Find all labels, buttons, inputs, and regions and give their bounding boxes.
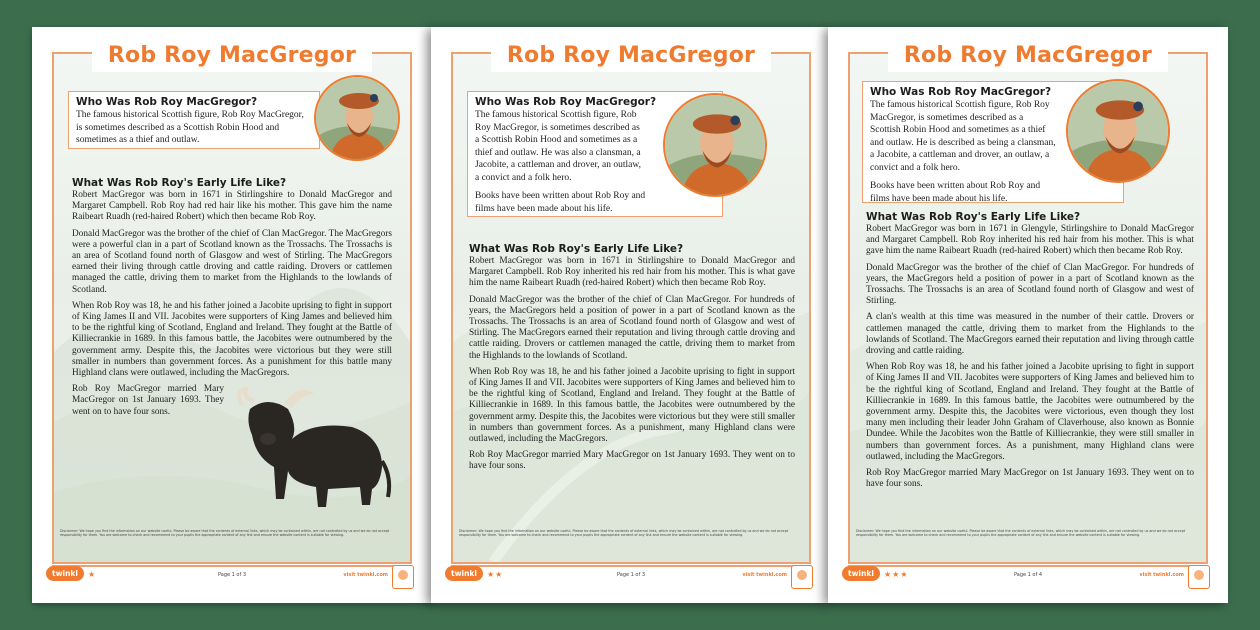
- disclaimer: Disclaimer: We hope you find the information on our website useful. Please be aware that the contents of external links, which may be contained within, are not controlled by us and we do not accept responsibility for them. You are welcome to check and recommend to your pupils the appropriate content of any link and ensure the website content is suitable for viewing.: [459, 528, 789, 537]
- early-life-section: [72, 177, 392, 423]
- body-paragraph: Robert MacGregor was born in 1671 in Glengyle, Stirlingshire to Donald MacGregor and Margaret Campbell. Rob Roy inherited his red hair from his mother. This is what gave him the name Raibeart Ruadh (red-haired Robert) which then became Rob Roy.: [866, 224, 1194, 257]
- difficulty-stars: ★★: [487, 570, 504, 579]
- early-life-heading: What Was Rob Roy's Early Life Like?: [866, 211, 1081, 223]
- intro-box: [68, 91, 320, 149]
- difficulty-stars: ★: [88, 570, 97, 579]
- disclaimer: Disclaimer: We hope you find the information on our website useful. Please be aware that the contents of external links, which may be contained within, are not controlled by us and we do not accept responsibility for them. You are welcome to check and recommend to your pupils the appropriate content of any link and ensure the website content is suitable for viewing.: [60, 528, 390, 537]
- rob-roy-portrait: [314, 75, 400, 161]
- quality-badge-icon: [1188, 565, 1210, 589]
- body-paragraph: Donald MacGregor was the brother of the chief of Clan MacGregor. For hundreds of years, the MacGregors held a position of power in a part of Scotland known as the Trossachs. The Trossachs is an area of Scotland found north of Glasgow and west of Stirling. The MacGregors earned their reputation and living through cattle droving and cattle raiding. Drovers or cattlemen managed the cattle, driving them to market from the Highlands to the lowlands of Scotland.: [469, 294, 795, 361]
- worksheet-page-3: [828, 27, 1228, 603]
- highland-cow-illustration: [232, 387, 396, 515]
- intro-heading: Who Was Rob Roy MacGregor?: [475, 96, 657, 108]
- site-link[interactable]: visit twinkl.com: [1139, 572, 1184, 578]
- worksheet-page-1: [32, 27, 432, 603]
- page-title: Rob Roy MacGregor: [888, 41, 1168, 72]
- body-paragraph: Rob Roy MacGregor married Mary MacGregor on 1st January 1693. They went on to have four sons.: [72, 384, 224, 417]
- site-link[interactable]: visit twinkl.com: [742, 572, 787, 578]
- body-paragraph: When Rob Roy was 18, he and his father joined a Jacobite uprising to fight in support of King James II and VII. Jacobites were supporters of King James and believed him to be the rightful king of Scotland, England and Ireland. They fought at the Battle of Killiecrankie in 1689. In this famous battle, the Jacobites were outnumbered by the government army. Despite this, the Jacobites were victorious, even though they lost many men including their leader John Graham of Claverhouse, also known as Bonnie Dundee. While the Jacobites won the Battle of Killiecrankie, they were still smaller in numbers than government forces. As a punishment, many Highland clans were outlawed, including the MacGregors.: [866, 362, 1194, 462]
- rob-roy-portrait: [1066, 79, 1170, 183]
- twinkl-logo: twinkl: [842, 566, 880, 581]
- twinkl-logo: twinkl: [445, 566, 483, 581]
- body-paragraph: Donald MacGregor was the brother of the chief of Clan MacGregor. For hundreds of years, the MacGregors held a position of power in a part of Scotland known as the Trossachs. The Trossachs is an area of Scotland found north of Glasgow and west of Stirling.: [866, 262, 1194, 307]
- difficulty-stars: ★★★: [884, 570, 909, 579]
- twinkl-logo: twinkl: [46, 566, 84, 581]
- intro-paragraph: The famous historical Scottish figure, Rob Roy MacGregor, is sometimes described as a Scottish Robin Hood and sometimes as a thief and outlaw. He was also a clansman, a Jacobite, a cattleman and drover, an outlaw, a convict and a folk hero.: [475, 110, 641, 183]
- page-number: Page 1 of 3: [616, 572, 646, 578]
- early-life-heading: What Was Rob Roy's Early Life Like?: [469, 243, 684, 255]
- quality-badge-icon: [392, 565, 414, 589]
- page-number: Page 1 of 3: [217, 572, 247, 578]
- body-paragraph: Donald MacGregor was the brother of the chief of Clan MacGregor. The MacGregors were a powerful clan in a part of Scotland known as the Trossachs. The Trossachs is an area of Scotland found north of Glasgow and west of Stirling. The MacGregors earned their living through cattle droving and cattle raiding. Drovers or cattlemen managed the cattle, driving them to market from the Highlands to the lowlands of Scotland.: [72, 228, 392, 295]
- footer-rule: [848, 565, 1208, 567]
- body-paragraph: Rob Roy MacGregor married Mary MacGregor on 1st January 1693. They went on to have four sons.: [469, 450, 795, 472]
- early-life-heading: What Was Rob Roy's Early Life Like?: [72, 177, 287, 189]
- rob-roy-portrait: [663, 93, 767, 197]
- worksheet-page-2: [431, 27, 831, 603]
- intro-heading: Who Was Rob Roy MacGregor?: [870, 86, 1052, 98]
- intro-paragraph: The famous historical Scottish figure, Rob Roy MacGregor, is sometimes described as a Scottish Robin Hood and sometimes as a thief and outlaw.: [76, 110, 304, 145]
- page-title: Rob Roy MacGregor: [92, 41, 372, 72]
- body-paragraph: Rob Roy MacGregor married Mary MacGregor on 1st January 1693. They went on to have four sons.: [866, 468, 1194, 490]
- intro-paragraph: Books have been written about Rob Roy and films have been made about his life.: [475, 191, 646, 214]
- early-life-section: [469, 243, 795, 478]
- body-paragraph: When Rob Roy was 18, he and his father joined a Jacobite uprising to fight in support of King James II and VII. Jacobites were supporters of King James and believed him to be the rightful king of Scotland, England and Ireland. They fought at the Battle of Killiecrankie in 1689. In this famous battle, the Jacobites were outnumbered by the government army. Despite this, the Jacobites were victorious but they were still smaller in numbers than government forces. As a punishment for this battle many Highland clans were outlawed, including the MacGregors.: [72, 300, 392, 379]
- site-link[interactable]: visit twinkl.com: [343, 572, 388, 578]
- quality-badge-icon: [791, 565, 813, 589]
- intro-paragraph: Books have been written about Rob Roy and films have been made about his life.: [870, 181, 1041, 204]
- early-life-section: [866, 211, 1194, 495]
- body-paragraph: Robert MacGregor was born in 1671 in Stirlingshire to Donald MacGregor and Margaret Campbell. Rob Roy had red hair like his mother. This gave him the name Raibeart Ruadh (red-haired Robert) which then became Rob Roy.: [72, 190, 392, 223]
- footer-rule: [52, 565, 412, 567]
- body-paragraph: When Rob Roy was 18, he and his father joined a Jacobite uprising to fight in support of King James II and VII. Jacobites were supporters of King James and believed him to be the rightful king of Scotland, England and Ireland. They fought at the Battle of Killiecrankie in 1689. In this famous battle, the Jacobites were outnumbered by the government army. Despite this, the Jacobites were victorious but they were still smaller in numbers than government forces. As a punishment, many Highland clans were outlawed, including the MacGregors.: [469, 366, 795, 445]
- body-paragraph: Robert MacGregor was born in 1671 in Stirlingshire to Donald MacGregor and Margaret Campbell. Rob Roy inherited his red hair from his mother. This is what gave him the name Raibeart Ruadh (red-haired Robert) which then became Rob Roy.: [469, 256, 795, 289]
- intro-paragraph: The famous historical Scottish figure, Rob Roy MacGregor, is sometimes described as a Scottish Robin Hood and sometimes as a thief and outlaw. He is described as being a clansman, a Jacobite, a cattleman and drover, an outlaw, a convict and a folk hero.: [870, 100, 1056, 173]
- disclaimer: Disclaimer: We hope you find the information on our website useful. Please be aware that the contents of external links, which may be contained within, are not controlled by us and we do not accept responsibility for them. You are welcome to check and recommend to your pupils the appropriate content of any link and ensure the website content is suitable for viewing.: [856, 528, 1186, 537]
- footer-rule: [451, 565, 811, 567]
- page-title: Rob Roy MacGregor: [491, 41, 771, 72]
- intro-heading: Who Was Rob Roy MacGregor?: [76, 96, 258, 108]
- body-paragraph: A clan's wealth at this time was measured in the number of their cattle. Drovers or cattlemen managed the cattle, driving them to market from the Highlands to the lowlands of Scotland. The MacGregors earned their reputation and living through cattle droving and cattle raiding.: [866, 312, 1194, 357]
- page-number: Page 1 of 4: [1013, 572, 1043, 578]
